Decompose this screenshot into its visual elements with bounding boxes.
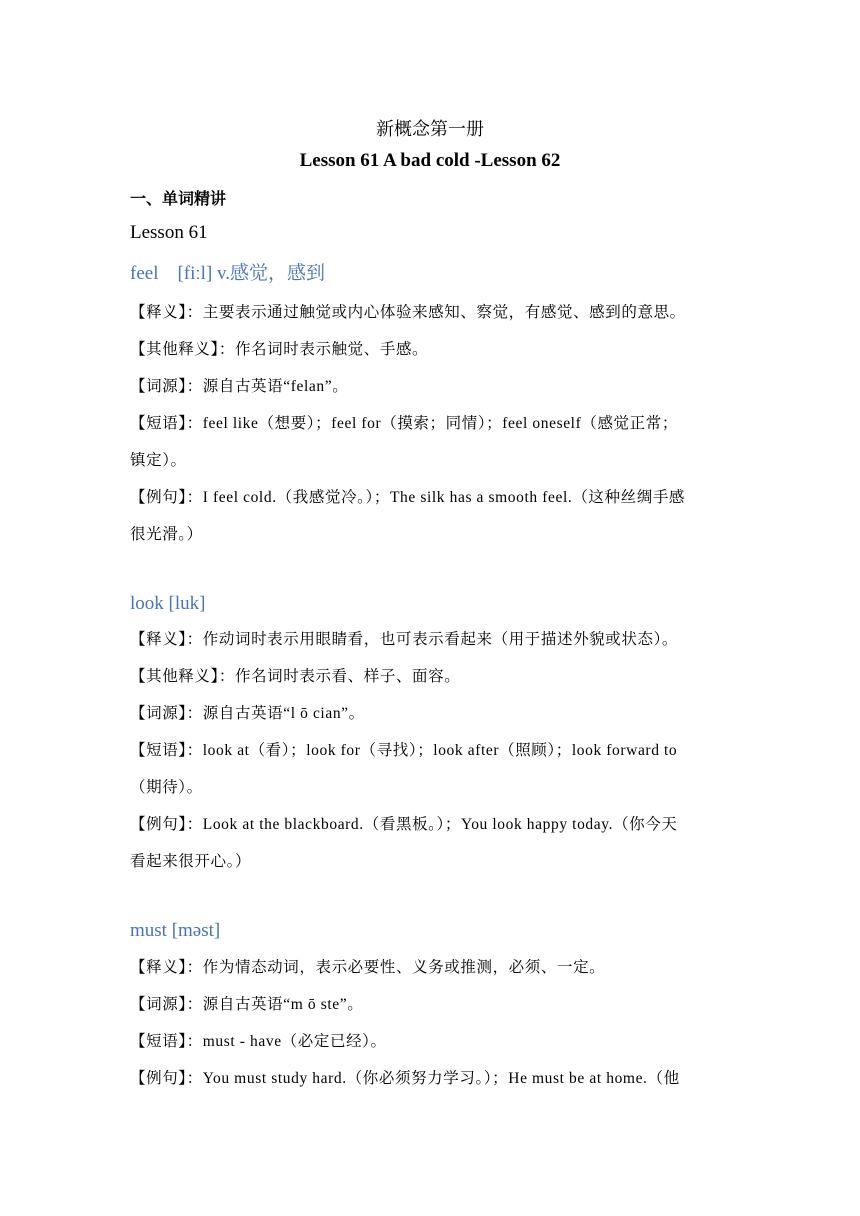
line-text: 源自古英语“l ō cian”。 — [202, 705, 365, 722]
line-text: You must study hard.（你必须努力学习。）；He must be at home.（他 — [202, 1070, 680, 1087]
line-label: 【例句】： — [130, 1070, 203, 1087]
word-line — [130, 738, 734, 760]
word-line — [130, 955, 734, 977]
line-text: 作名词时表示触觉、手感。 — [234, 341, 429, 358]
line-text: 源自古英语“m ō ste”。 — [202, 996, 364, 1013]
line-text: 镇定）。 — [130, 452, 187, 469]
word-line — [130, 775, 734, 797]
line-text: 主要表示通过触觉或内心体验来感知、察觉，有感觉、感到的意思。 — [202, 304, 686, 321]
word-line — [130, 849, 734, 871]
word-line — [130, 627, 734, 649]
word-line — [130, 664, 734, 686]
line-text: 作为情态动词，表示必要性、义务或推测，必须、一定。 — [202, 959, 606, 976]
word-head-must: must [məst] — [130, 920, 221, 941]
word-line — [130, 1066, 734, 1088]
word-line — [130, 485, 734, 507]
word-line — [130, 448, 734, 470]
line-text: feel like（想要）；feel for（摸索；同情）；feel oneself（感觉正常； — [202, 415, 678, 432]
line-label: 【例句】： — [130, 816, 203, 833]
word-line — [130, 812, 734, 834]
word-line — [130, 411, 734, 433]
line-label: 【其他释义】： — [130, 668, 235, 685]
line-text: 源自古英语“felan”。 — [202, 378, 349, 395]
doc-title: 新概念第一册 — [376, 119, 484, 139]
word-line — [130, 992, 734, 1014]
line-label: 【释义】： — [130, 304, 203, 321]
line-text: must - have（必定已经）。 — [202, 1033, 387, 1050]
line-label: 【短语】： — [130, 1033, 203, 1050]
line-label: 【其他释义】： — [130, 341, 235, 358]
line-text: I feel cold.（我感觉冷。）；The silk has a smooth feel.（这种丝绸手感 — [202, 489, 686, 506]
line-label: 【例句】： — [130, 489, 203, 506]
word-line — [130, 374, 734, 396]
word-line — [130, 701, 734, 723]
line-text: look at（看）；look for（寻找）；look after（照顾）；look forward to — [202, 742, 678, 759]
word-line — [130, 1029, 734, 1051]
word-head-look: look [luk] — [130, 593, 206, 614]
word-line — [130, 337, 734, 359]
line-text: 看起来很开心。） — [130, 853, 252, 870]
line-label: 【词源】： — [130, 996, 203, 1013]
line-label: 【释义】： — [130, 631, 203, 648]
section-heading: 一、单词精讲 — [130, 191, 227, 208]
line-label: 【词源】： — [130, 705, 203, 722]
line-text: （期待）。 — [130, 779, 203, 796]
line-text: 很光滑。） — [130, 526, 203, 543]
word-head-feel: feel [fiːl] v.感觉，感到 — [130, 263, 326, 284]
line-label: 【短语】： — [130, 415, 203, 432]
doc-subtitle: Lesson 61 A bad cold -Lesson 62 — [299, 150, 561, 171]
line-label: 【词源】： — [130, 378, 203, 395]
line-label: 【释义】： — [130, 959, 203, 976]
word-line — [130, 300, 734, 322]
lesson-heading: Lesson 61 — [130, 222, 208, 243]
word-line — [130, 522, 734, 544]
line-text: Look at the blackboard.（看黑板。）；You look happy today.（你今天 — [202, 816, 678, 833]
line-label: 【短语】： — [130, 742, 203, 759]
line-text: 作名词时表示看、样子、面容。 — [234, 668, 461, 685]
line-text: 作动词时表示用眼睛看，也可表示看起来（用于描述外貌或状态）。 — [202, 631, 679, 648]
